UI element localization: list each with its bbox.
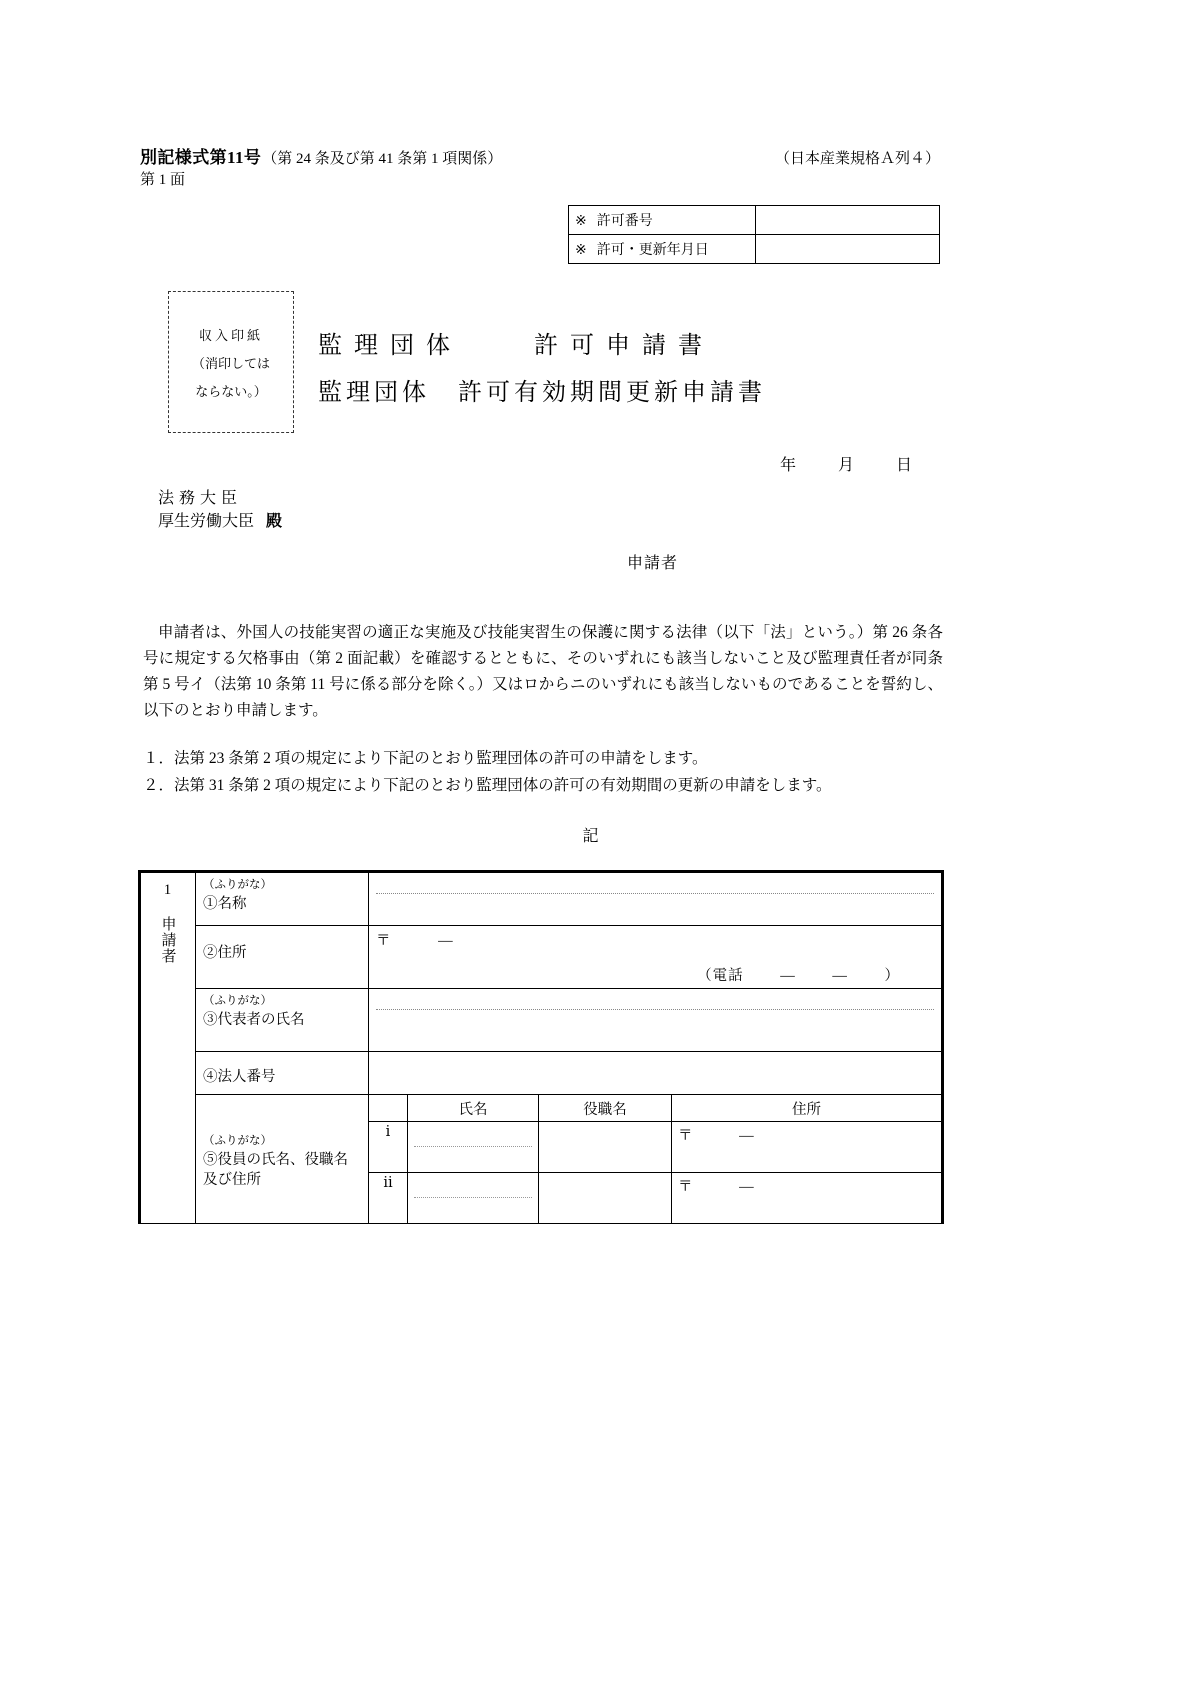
row-title-4: 法人番号 [217, 1069, 276, 1085]
row-label-officers-text [203, 1150, 361, 1190]
officers-address-1[interactable] [672, 1122, 942, 1173]
row-value-representative[interactable] [369, 989, 943, 1052]
application-item-1: １．法第 23 条第 2 項の規定により下記のとおり監理団体の許可の申請をします。 [143, 750, 708, 767]
table-row-representative [140, 989, 943, 1052]
officers-name-furigana-2[interactable] [414, 1175, 532, 1198]
permit-date-text: 許可・更新年月日 [596, 243, 709, 258]
row-label-representative-text [203, 1010, 361, 1030]
addressee-minister-health [158, 510, 282, 533]
officers-name-header: 氏名 [408, 1095, 539, 1122]
revenue-stamp-note-line1: （消印しては [191, 355, 270, 371]
addressee-minister-justice: 法務大臣 [158, 490, 243, 507]
furigana-label: （ふりがな） [203, 995, 272, 1007]
officers-table [369, 1095, 941, 1223]
row-number-3: ③ [203, 1012, 218, 1028]
application-item-2: ２．法第 31 条第 2 項の規定により下記のとおり監理団体の許可の有効期間の更新の申請をします。 [143, 777, 832, 794]
table-row-address [140, 926, 943, 989]
row-label-representative [196, 989, 369, 1052]
furigana-label: （ふりがな） [203, 1135, 272, 1147]
table-row-officers [140, 1095, 943, 1224]
revenue-stamp-note-line2: ならない。） [195, 383, 267, 399]
row-title-5: 役員の氏名、役職名及び住所 [203, 1152, 348, 1188]
permit-date-value[interactable] [755, 235, 939, 264]
section-label-applicant-text: 1 申請者 [159, 882, 176, 964]
officers-address-dash-1: ― [739, 1128, 755, 1144]
row-title-1: 名称 [217, 896, 247, 912]
honorific-dono: 殿 [266, 513, 283, 530]
furigana-label: （ふりがな） [203, 879, 272, 891]
officers-name-1[interactable] [408, 1122, 539, 1173]
telephone-label: （電話 [697, 968, 744, 984]
date-line[interactable] [780, 452, 914, 475]
representative-name-input[interactable] [376, 1012, 934, 1048]
table-row-name [140, 872, 943, 926]
officers-row-2 [369, 1173, 941, 1224]
revenue-stamp-label: 収入印紙 [198, 327, 263, 343]
postal-mark-icon: 〒 [678, 1128, 694, 1144]
telephone-close-paren: ） [884, 968, 900, 984]
addressee-minister-health-text: 厚生労働大臣 [158, 513, 255, 530]
day-label: 日 [896, 457, 915, 474]
permit-number-value[interactable] [755, 206, 939, 235]
officers-subtable-cell [369, 1095, 943, 1224]
row-number-4: ④ [203, 1069, 218, 1085]
officers-index-2: ⅱ [369, 1173, 408, 1224]
postal-dash: ― [438, 933, 454, 949]
form-identifier [140, 143, 502, 168]
row-value-name[interactable] [369, 872, 943, 926]
officers-name-furigana-1[interactable] [414, 1124, 532, 1147]
officers-row-1 [369, 1122, 941, 1173]
application-items [143, 745, 953, 799]
telephone-field[interactable] [376, 964, 934, 985]
row-value-address[interactable] [369, 926, 943, 989]
row-number-5: ⑤ [203, 1152, 218, 1168]
row-label-address-text [203, 943, 361, 963]
document-title-secondary: 監理団体 許可有効期間更新申請書 [318, 380, 766, 406]
page-face-label: 第 1 面 [140, 172, 186, 188]
form-number: 別記様式第11号 [140, 148, 262, 167]
row-title-2: 住所 [217, 945, 247, 961]
officers-position-2[interactable] [539, 1173, 672, 1224]
table-row [569, 206, 940, 235]
permit-number-label [569, 206, 756, 235]
row-label-name-text [203, 894, 361, 914]
officers-index-header [369, 1095, 408, 1122]
officers-address-2[interactable] [672, 1173, 942, 1224]
permit-number-text: 許可番号 [596, 214, 653, 229]
postal-code-field[interactable] [376, 929, 934, 950]
document-title-primary: 監理団体 許可申請書 [318, 333, 714, 359]
applicant-form-table [138, 870, 944, 1224]
row-label-name [196, 872, 369, 926]
section-label-applicant [140, 872, 196, 1224]
row-label-corporate-number-text [203, 1067, 361, 1087]
postal-mark-icon: 〒 [376, 933, 392, 949]
form-reference: （第 24 条及び第 41 条第 1 項関係） [262, 151, 503, 167]
officers-label-spacer [203, 1098, 361, 1132]
applicant-signature-label: 申請者 [627, 555, 679, 572]
official-use-table [568, 205, 940, 264]
document-header [140, 143, 940, 168]
officers-position-1[interactable] [539, 1122, 672, 1173]
name-input[interactable] [376, 896, 934, 922]
officers-name-2[interactable] [408, 1173, 539, 1224]
officers-address-header: 住所 [672, 1095, 942, 1122]
row-label-address [196, 926, 369, 989]
paper-size-note: （日本産業規格Ａ列４） [774, 151, 940, 167]
table-row [569, 235, 940, 264]
officers-index-1: ⅰ [369, 1122, 408, 1173]
officers-header-row [369, 1095, 941, 1122]
revenue-stamp-box[interactable] [168, 291, 294, 433]
furigana-input-representative[interactable] [376, 992, 934, 1010]
row-number-1: ① [203, 896, 218, 912]
postal-mark-icon: 〒 [678, 1179, 694, 1195]
officers-position-header: 役職名 [539, 1095, 672, 1122]
row-value-corporate-number[interactable] [369, 1052, 943, 1095]
pledge-paragraph: 申請者は、外国人の技能実習の適正な実施及び技能実習生の保護に関する法律（以下「法」という。）第 26 条各号に規定する欠格事由（第 2 面記載）を確認するとともに、そのいずれにも該当しないこと及び監理責任者が同条第 5 号イ（法第 10 条第 11 号に係る部分を除く。）又はロからニのいずれにも該当しないものであることを誓約し、以下のとおり申請します。 [143, 624, 943, 719]
corporate-number-input[interactable] [376, 1055, 934, 1091]
addressee-block [158, 487, 282, 533]
asterisk-icon: ※ [575, 214, 587, 229]
row-label-officers [196, 1095, 369, 1224]
ki-heading: 記 [582, 828, 599, 845]
row-number-2: ② [203, 945, 218, 961]
furigana-input-name[interactable] [376, 876, 934, 894]
telephone-dash-1: ― [780, 968, 796, 984]
permit-date-label [569, 235, 756, 264]
month-label: 月 [838, 457, 857, 474]
telephone-dash-2: ― [832, 968, 848, 984]
row-label-corporate-number [196, 1052, 369, 1095]
asterisk-icon: ※ [575, 243, 587, 258]
officers-address-dash-2: ― [739, 1179, 755, 1195]
row-title-3: 代表者の氏名 [217, 1012, 305, 1028]
table-row-corporate-number [140, 1052, 943, 1095]
year-label: 年 [780, 457, 799, 474]
